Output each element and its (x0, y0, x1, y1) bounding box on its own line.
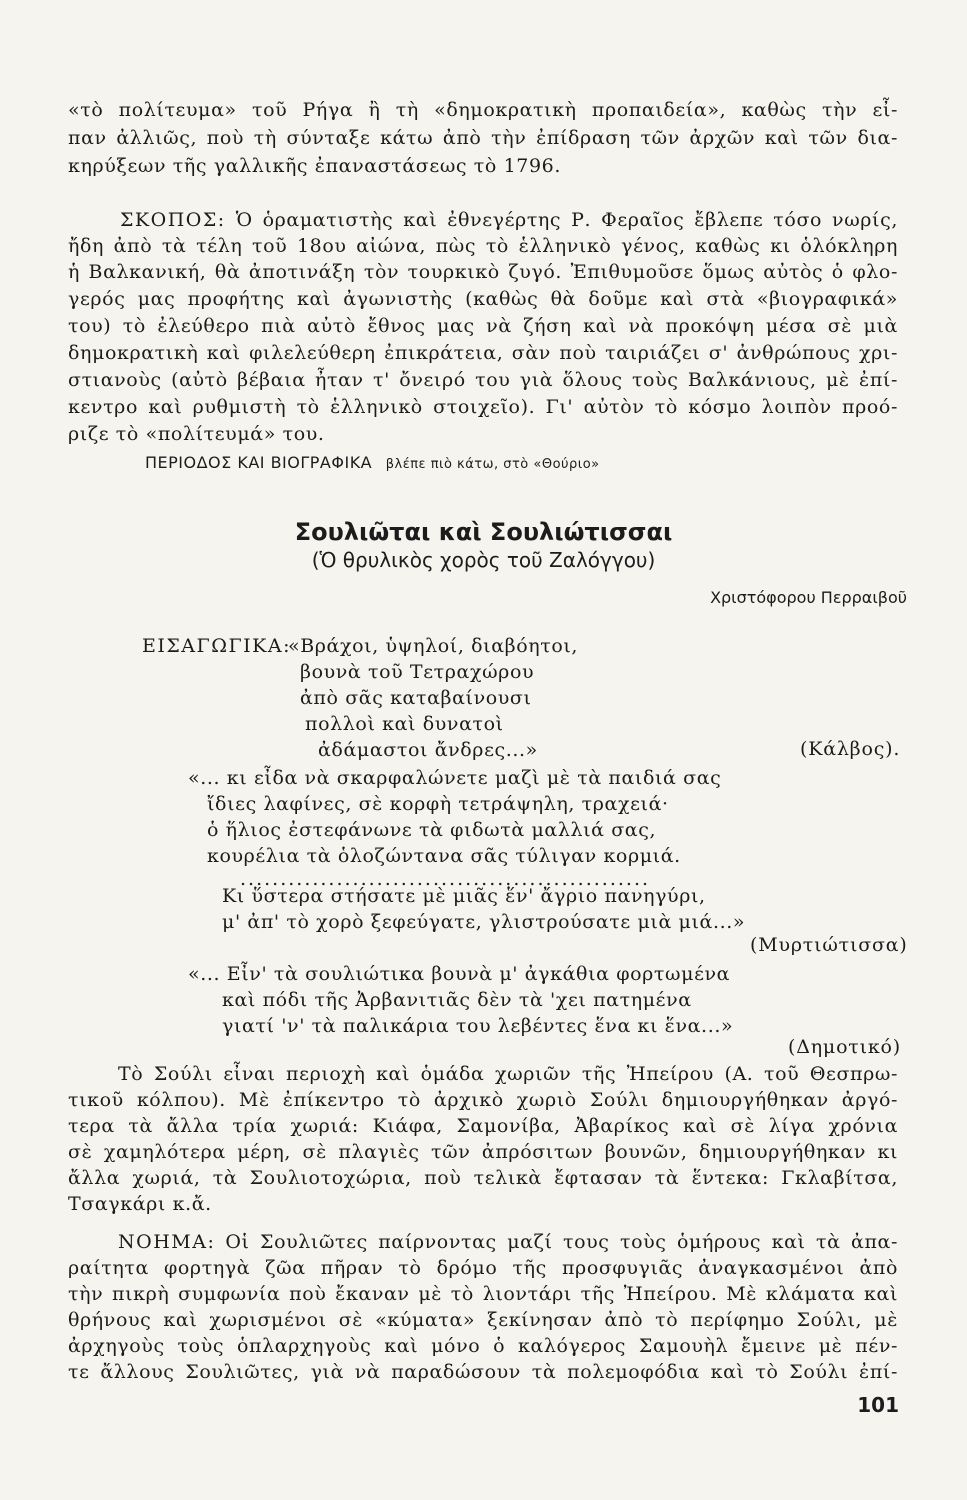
quote2b-line-1: Κι ὕστερα στήσατε μὲ μιᾶς ἕν' ἄγριο πανηγύρι, (222, 885, 706, 907)
souli-line-6: Τσαγκάρι κ.ἄ. (68, 1193, 212, 1215)
noima-line-2: ραίτητα φορτηγὰ ζῶα πῆραν τὸ δρόμο τῆς προσφυγιᾶς ἀναγκασμένοι ἀπὸ (68, 1257, 898, 1279)
quote3-line-2: καὶ πόδι τῆς Ἀρβανιτιᾶς δὲν τὰ 'χει πατημένα (222, 989, 692, 1011)
periodos-line (145, 453, 600, 472)
intro-line-3: κηρύξεων τῆς γαλλικῆς ἐπαναστάσεως τὸ 1796. (68, 155, 561, 177)
skopos-line-9: ριζε τὸ «πολίτευμά» του. (68, 423, 325, 445)
quote2-line-3: ὁ ἥλιος ἐστεφάνωνε τὰ φιδωτὰ μαλλιά σας, (207, 819, 657, 841)
noima-line-6: τε ἄλλους Σουλιῶτες, γιὰ νὰ παραδώσουν τὰ πολεμοφόδια καὶ τὸ Σούλι ἐπί- (68, 1361, 898, 1383)
skopos-first-line (120, 208, 898, 232)
quote1-line-2: βουνὰ τοῦ Τετραχώρου (300, 661, 535, 683)
eisagogika-label: ΕΙΣΑΓΩΓΙΚΑ: (142, 635, 291, 657)
source-myrtiotissa: (Μυρτιώτισσα) (750, 934, 908, 956)
souli-line-4: σὲ χαμηλότερα μέρη, σὲ πλαγιὲς τῶν ἀπρόσιτων βουνῶν, δημιουργήθηκαν κι (68, 1141, 898, 1163)
quote1-line-1: «Βράχοι, ὑψηλοί, διαβόητοι, (288, 635, 579, 657)
periodos-label: ΠΕΡΙΟΔΟΣ ΚΑΙ ΒΙΟΓΡΑΦΙΚΑ (145, 453, 373, 472)
noima-first-line (118, 1230, 898, 1254)
ellipsis-dots: ................................................... (240, 868, 651, 890)
noima-label: ΝΟΗΜΑ: (118, 1231, 216, 1253)
souli-line-1: Τὸ Σούλι εἶναι περιοχὴ καὶ ὁμάδα χωριῶν τῆς Ἠπείρου (Α. τοῦ Θεσπρω- (118, 1063, 898, 1085)
poem-author: Χριστόφορου Περραιβοῦ (710, 588, 907, 607)
quote2-line-1: «... κι εἶδα νὰ σκαρφαλώνετε μαζὶ μὲ τὰ παιδιά σας (188, 767, 722, 789)
poem-title: Σουλιῶται καὶ Σουλιώτισσαι (294, 518, 673, 546)
skopos-line-5: του) τὸ ἐλεύθερο πιὰ αὐτὸ ἔθνος μας νὰ ζήση καὶ νὰ προκόψη μέσα σὲ μιὰ (68, 315, 898, 337)
skopos-line-8: κεντρο καὶ ρυθμιστὴ τὸ ἑλληνικὸ στοιχεῖο). Γι' αὐτὸν τὸ κόσμο λοιπὸν προό- (68, 396, 898, 418)
quote1-line-3: ἀπὸ σᾶς καταβαίνουσι (300, 687, 532, 709)
quote1-line-4: πολλοὶ καὶ δυνατοὶ (305, 713, 504, 735)
intro-line-1: «τὸ πολίτευμα» τοῦ Ρήγα ἢ τὴ «δημοκρατικὴ προπαιδεία», καθὼς τὴν εἶ- (68, 99, 898, 121)
noima-line-1: Οἱ Σουλιῶτες παίρνοντας μαζί τους τοὺς ὁμήρους καὶ τὰ ἀπα- (225, 1231, 898, 1253)
skopos-label: ΣΚΟΠΟΣ: (120, 209, 226, 231)
quote2b-line-2: μ' ἀπ' τὸ χορὸ ξεφεύγατε, γλιστρούσατε μιὰ μιά...» (222, 911, 746, 933)
source-dimotiko: (Δημοτικό) (788, 1036, 901, 1058)
souli-line-2: τικοῦ κόλπου). Μὲ ἐπίκεντρο τὸ ἀρχικὸ χωριὸ Σούλι δημιουργήθηκαν ἀργό- (68, 1089, 898, 1111)
poem-subtitle: (Ὁ θρυλικὸς χορὸς τοῦ Ζαλόγγου) (311, 548, 656, 572)
periodos-text: βλέπε πιὸ κάτω, στὸ «Θούριο» (385, 457, 600, 472)
quote1-line-5: ἀδάμαστοι ἄνδρες...» (318, 739, 538, 761)
skopos-line-4: γερός μας προφήτης καὶ ἀγωνιστὴς (καθὼς θὰ δοῦμε καὶ στὰ «βιογραφικά» (68, 288, 898, 310)
noima-line-4: θρήνους καὶ χωρισμένοι σὲ «κύματα» ξεκίνησαν ἀπὸ τὸ περίφημο Σούλι, μὲ (68, 1309, 898, 1331)
skopos-line-2: ἤδη ἀπὸ τὰ τέλη τοῦ 18ου αἰώνα, πὼς τὸ ἑλληνικὸ γένος, καθὼς κι ὁλόκληρη (68, 235, 898, 257)
noima-line-5: ἀρχηγοὺς τοὺς ὁπλαρχηγοὺς καὶ μόνο ὁ καλόγερος Σαμουὴλ ἔμεινε μὲ πέν- (68, 1335, 898, 1357)
source-kalvos: (Κάλβος). (800, 738, 901, 760)
quote3-line-1: «... Εἶν' τὰ σουλιώτικα βουνὰ μ' ἀγκάθια φορτωμένα (188, 963, 731, 985)
intro-line-2: παν ἀλλιῶς, ποὺ τὴ σύνταξε κάτω ἀπὸ τὴν ἐπίδραση τῶν ἀρχῶν καὶ τῶν δια- (68, 127, 898, 149)
quote2-line-4: κουρέλια τὰ ὁλοζώντανα σᾶς τύλιγαν κορμιά. (207, 845, 681, 867)
skopos-line-1: Ὁ ὁραματιστὴς καὶ ἐθνεγέρτης Ρ. Φεραῖος ἔβλεπε τόσο νωρίς, (235, 209, 898, 231)
souli-line-5: ἄλλα χωριά, τὰ Σουλιοτοχώρια, ποὺ τελικὰ ἔφτασαν τὰ ἕντεκα: Γκλαβίτσα, (68, 1167, 898, 1189)
noima-line-3: τὴν πικρὴ συμφωνία ποὺ ἔκαναν μὲ τὸ λιοντάρι τῆς Ἠπείρου. Μὲ κλάματα καὶ (68, 1283, 898, 1305)
skopos-line-6: δημοκρατικὴ καὶ φιλελεύθερη ἐπικράτεια, σὰν ποὺ ταιριάζει σ' ἀνθρώπους χρι- (68, 342, 898, 364)
souli-line-3: τερα τὰ ἄλλα τρία χωριά: Κιάφα, Σαμονίβα, Ἀβαρίκος καὶ σὲ λίγα χρόνια (68, 1115, 898, 1137)
skopos-line-7: στιανοὺς (αὐτὸ βέβαια ἦταν τ' ὄνειρό του γιὰ ὅλους τοὺς Βαλκάνιους, μὲ ἐπί- (68, 369, 898, 391)
skopos-line-3: ἡ Βαλκανική, θὰ ἀποτινάξη τὸν τουρκικὸ ζυγό. Ἐπιθυμοῦσε ὅμως αὐτὸς ὁ φλο- (68, 261, 898, 283)
quote2-line-2: ἴδιες λαφίνες, σὲ κορφὴ τετράψηλη, τραχειά· (207, 793, 669, 815)
quote3-line-3: γιατί 'ν' τὰ παλικάρια του λεβέντες ἕνα κι ἕνα...» (222, 1015, 734, 1037)
page-number: 101 (857, 1393, 899, 1417)
